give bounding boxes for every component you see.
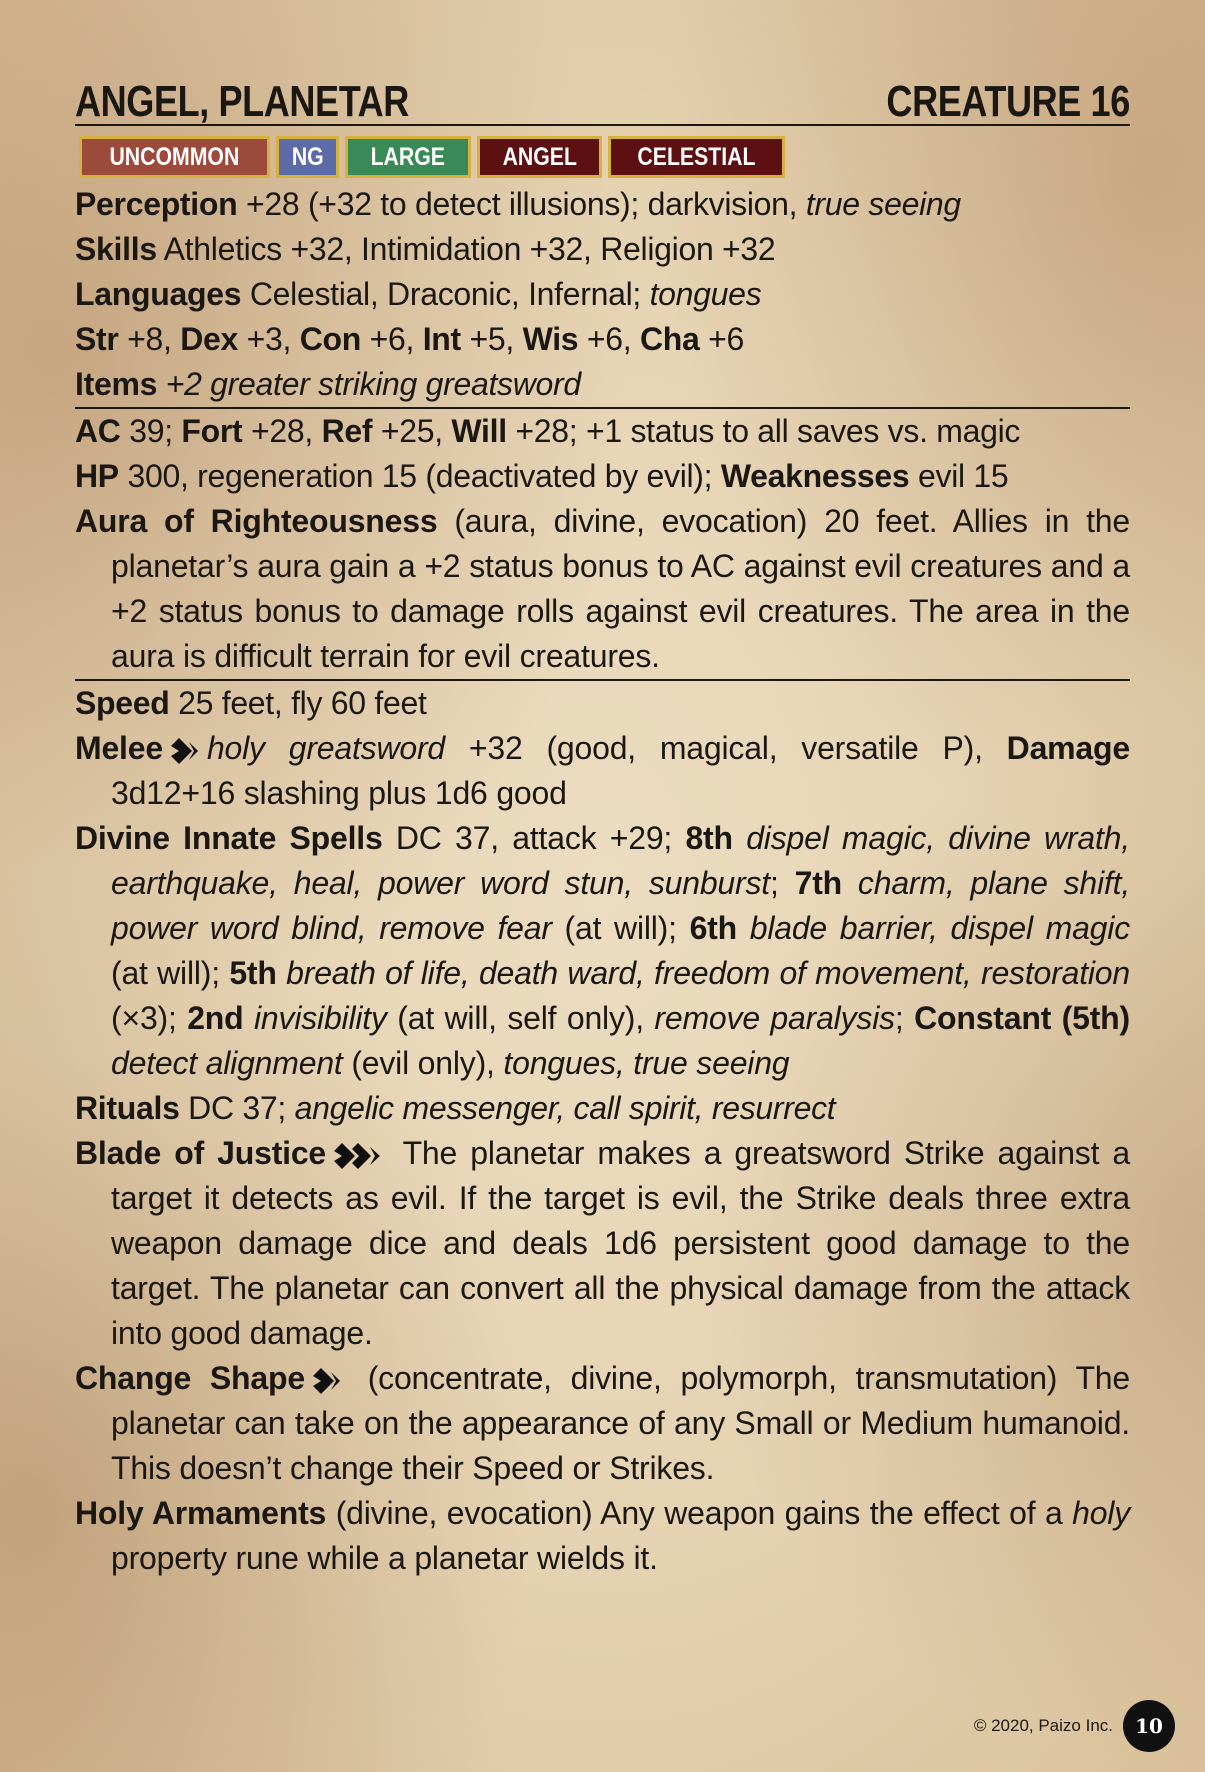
- blade-of-justice: Blade of Justice The planetar makes a greatsword Strike against a target it detects as evil. If the target is evil, the Strike deals three extra weapon damage dice and deals 1d6 persistent good damage to the target. The planetar can convert all the physical damage from the attack into good damage.: [75, 1135, 1131, 1351]
- skills-line: Skills Athletics +32, Intimidation +32, Religion +32: [75, 231, 776, 267]
- single-action-icon: [309, 1366, 345, 1396]
- stat-text: [75, 182, 1130, 1581]
- speed-line: Speed 25 feet, fly 60 feet: [75, 685, 427, 721]
- melee-strike: Melee holy greatsword +32 (good, magical, versatile P), Damage 3d12+16 slashing plus 1d6 good: [75, 730, 1130, 811]
- perception-line: Perception +28 (+32 to detect illusions); darkvision, true seeing: [75, 186, 961, 222]
- two-action-icon: [330, 1141, 386, 1171]
- trait-angel: ANGEL: [477, 136, 603, 178]
- languages-line: Languages Celestial, Draconic, Infernal; tongues: [75, 276, 762, 312]
- page-footer: [974, 1700, 1175, 1752]
- trait-uncommon: UNCOMMON: [79, 136, 270, 178]
- hp-line: HP 300, regeneration 15 (deactivated by evil); Weaknesses evil 15: [75, 458, 1009, 494]
- rituals-line: Rituals DC 37; angelic messenger, call spirit, resurrect: [75, 1090, 836, 1126]
- trait-alignment: NG: [276, 136, 340, 178]
- copyright: © 2020, Paizo Inc.: [973, 1716, 1113, 1735]
- change-shape: Change Shape (concentrate, divine, polymorph, transmutation) The planetar can take on the appearance of any Small or Medium humanoid. This doesn’t change their Speed or Strikes.: [75, 1360, 1130, 1486]
- innate-spells: Divine Innate Spells DC 37, attack +29; 8th dispel magic, divine wrath, earthquake, heal, power word stun, sunburst; 7th charm, plane shift, power word blind, remove fear (at will); 6th blade barrier, dispel magic (at will); 5th breath of life, death ward, freedom of movement, restoration (×3); 2nd invisibility (at will, self only), remove paralysis; Constant (5th) detect alignment (evil only), tongues, true seeing: [75, 820, 1131, 1081]
- single-action-icon: [167, 736, 203, 766]
- page-number: 10: [1123, 1700, 1175, 1752]
- title-row: [75, 72, 1130, 126]
- stat-block: [75, 72, 1130, 1581]
- defense-line: AC 39; Fort +28, Ref +25, Will +28; +1 status to all saves vs. magic: [75, 413, 1021, 449]
- trait-size: LARGE: [345, 136, 471, 178]
- trait-celestial: CELESTIAL: [608, 136, 785, 178]
- attributes-line: Str +8, Dex +3, Con +6, Int +5, Wis +6, Cha +6: [75, 321, 745, 357]
- items-line: Items +2 greater striking greatsword: [75, 366, 581, 402]
- holy-armaments: Holy Armaments (divine, evocation) Any weapon gains the effect of a holy property rune while a planetar wields it.: [75, 1495, 1130, 1576]
- creature-name: ANGEL, PLANETAR: [75, 77, 409, 126]
- trait-list: [79, 136, 1130, 178]
- creature-level: CREATURE 16: [886, 77, 1130, 126]
- aura-ability: Aura of Righteousness (aura, divine, evocation) 20 feet. Allies in the planetar’s aura gain a +2 status bonus to AC against evil creatures and a +2 status bonus to damage rolls against evil creatures. The area in the aura is difficult terrain for evil creatures.: [75, 503, 1130, 674]
